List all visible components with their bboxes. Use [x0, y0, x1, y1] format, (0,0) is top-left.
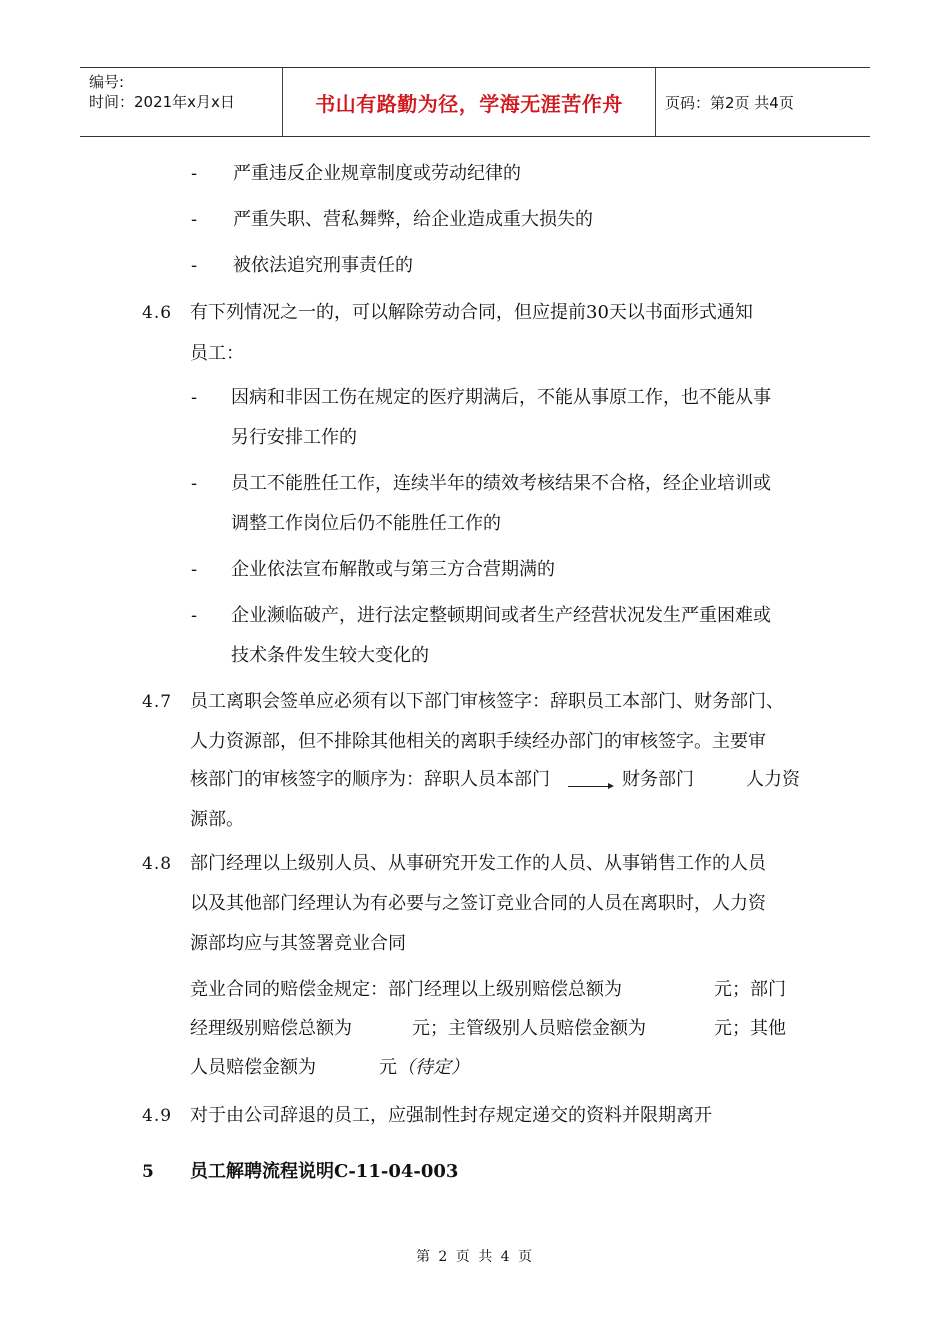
section-4-7-text: 核部门的审核签字的顺序为：辞职人员本部门 — [190, 769, 550, 790]
section-4-6-text: 有下列情况之一的，可以解除劳动合同，但应提前30天以书面形式通知 — [190, 302, 753, 323]
bullet-text: 严重违反企业规章制度或劳动纪律的 — [233, 163, 521, 184]
bullet-dash: - — [191, 209, 198, 230]
page-header — [80, 67, 870, 137]
bullet-dash: - — [191, 473, 198, 494]
bullet-text: 企业濒临破产，进行法定整顿期间或者生产经营状况发生严重困难或 — [231, 605, 771, 626]
section-4-8-text: 以及其他部门经理认为有必要与之签订竞业合同的人员在离职时，人力资 — [190, 893, 766, 914]
section-number-4-9: 4.9 — [142, 1106, 173, 1126]
compensation-text: 元；其他 — [714, 1018, 786, 1039]
header-motto: 书山有路勤为径，学海无涯苦作舟 — [315, 91, 623, 116]
bullet-text: 员工不能胜任工作，连续半年的绩效考核结果不合格，经企业培训或 — [231, 473, 771, 494]
bullet-text: 调整工作岗位后仍不能胜任工作的 — [231, 513, 501, 534]
header-meta — [80, 68, 282, 136]
bullet-dash: - — [191, 605, 198, 626]
section-4-8-text: 部门经理以上级别人员、从事研究开发工作的人员、从事销售工作的人员 — [190, 853, 766, 874]
header-motto-cell — [282, 68, 656, 136]
document-number-label: 编号: — [89, 73, 125, 91]
compensation-text: 元 — [379, 1057, 397, 1078]
compensation-text: 竞业合同的赔偿金规定：部门经理以上级别赔偿总额为 — [190, 979, 622, 1000]
section-number-4-6: 4.6 — [142, 303, 173, 323]
bullet-text: 技术条件发生较大变化的 — [231, 645, 429, 666]
document-date: 时间：2021年x月x日 — [89, 93, 235, 111]
compensation-text: 元；部门 — [714, 979, 786, 1000]
section-4-8-text: 源部均应与其签署竞业合同 — [190, 933, 406, 954]
compensation-text: 元；主管级别人员赔偿金额为 — [412, 1018, 646, 1039]
compensation-text: 经理级别赔偿总额为 — [190, 1018, 352, 1039]
section-number-5: 5 — [142, 1162, 155, 1182]
section-4-9-text: 对于由公司辞退的员工，应强制性封存规定递交的资料并限期离开 — [190, 1105, 712, 1126]
section-4-7-text: 人力资 — [746, 769, 800, 790]
pending-note: （待定） — [397, 1057, 469, 1078]
section-number-4-8: 4.8 — [142, 854, 173, 874]
bullet-text: 因病和非因工伤在规定的医疗期满后，不能从事原工作，也不能从事 — [231, 387, 771, 408]
bullet-text: 企业依法宣布解散或与第三方合营期满的 — [231, 559, 555, 580]
bullet-text: 被依法追究刑事责任的 — [233, 255, 413, 276]
bullet-dash: - — [191, 255, 198, 276]
section-4-7-text: 员工离职会签单应必须有以下部门审核签字：辞职员工本部门、财务部门、 — [190, 691, 784, 712]
section-4-7-text: 人力资源部，但不排除其他相关的离职手续经办部门的审核签字。主要审 — [190, 731, 766, 752]
bullet-dash: - — [191, 559, 198, 580]
section-4-7-text: 财务部门 — [622, 769, 694, 790]
bullet-dash: - — [191, 387, 198, 408]
section-4-7-text: 源部。 — [190, 809, 244, 830]
bullet-text: 另行安排工作的 — [231, 427, 357, 448]
section-5-title: 员工解聘流程说明C-11-04-003 — [190, 1161, 459, 1182]
page-footer: 第 2 页 共 4 页 — [415, 1249, 535, 1265]
section-4-6-text: 员工： — [190, 343, 244, 364]
bullet-text: 严重失职、营私舞弊，给企业造成重大损失的 — [233, 209, 593, 230]
compensation-text: 人员赔偿金额为 — [190, 1057, 316, 1078]
header-page-code: 页码：第2页 共4页 — [665, 93, 794, 112]
flow-arrow-icon — [568, 786, 612, 787]
section-number-4-7: 4.7 — [142, 692, 173, 712]
header-page-code-cell — [656, 68, 870, 136]
bullet-dash: - — [191, 163, 198, 184]
